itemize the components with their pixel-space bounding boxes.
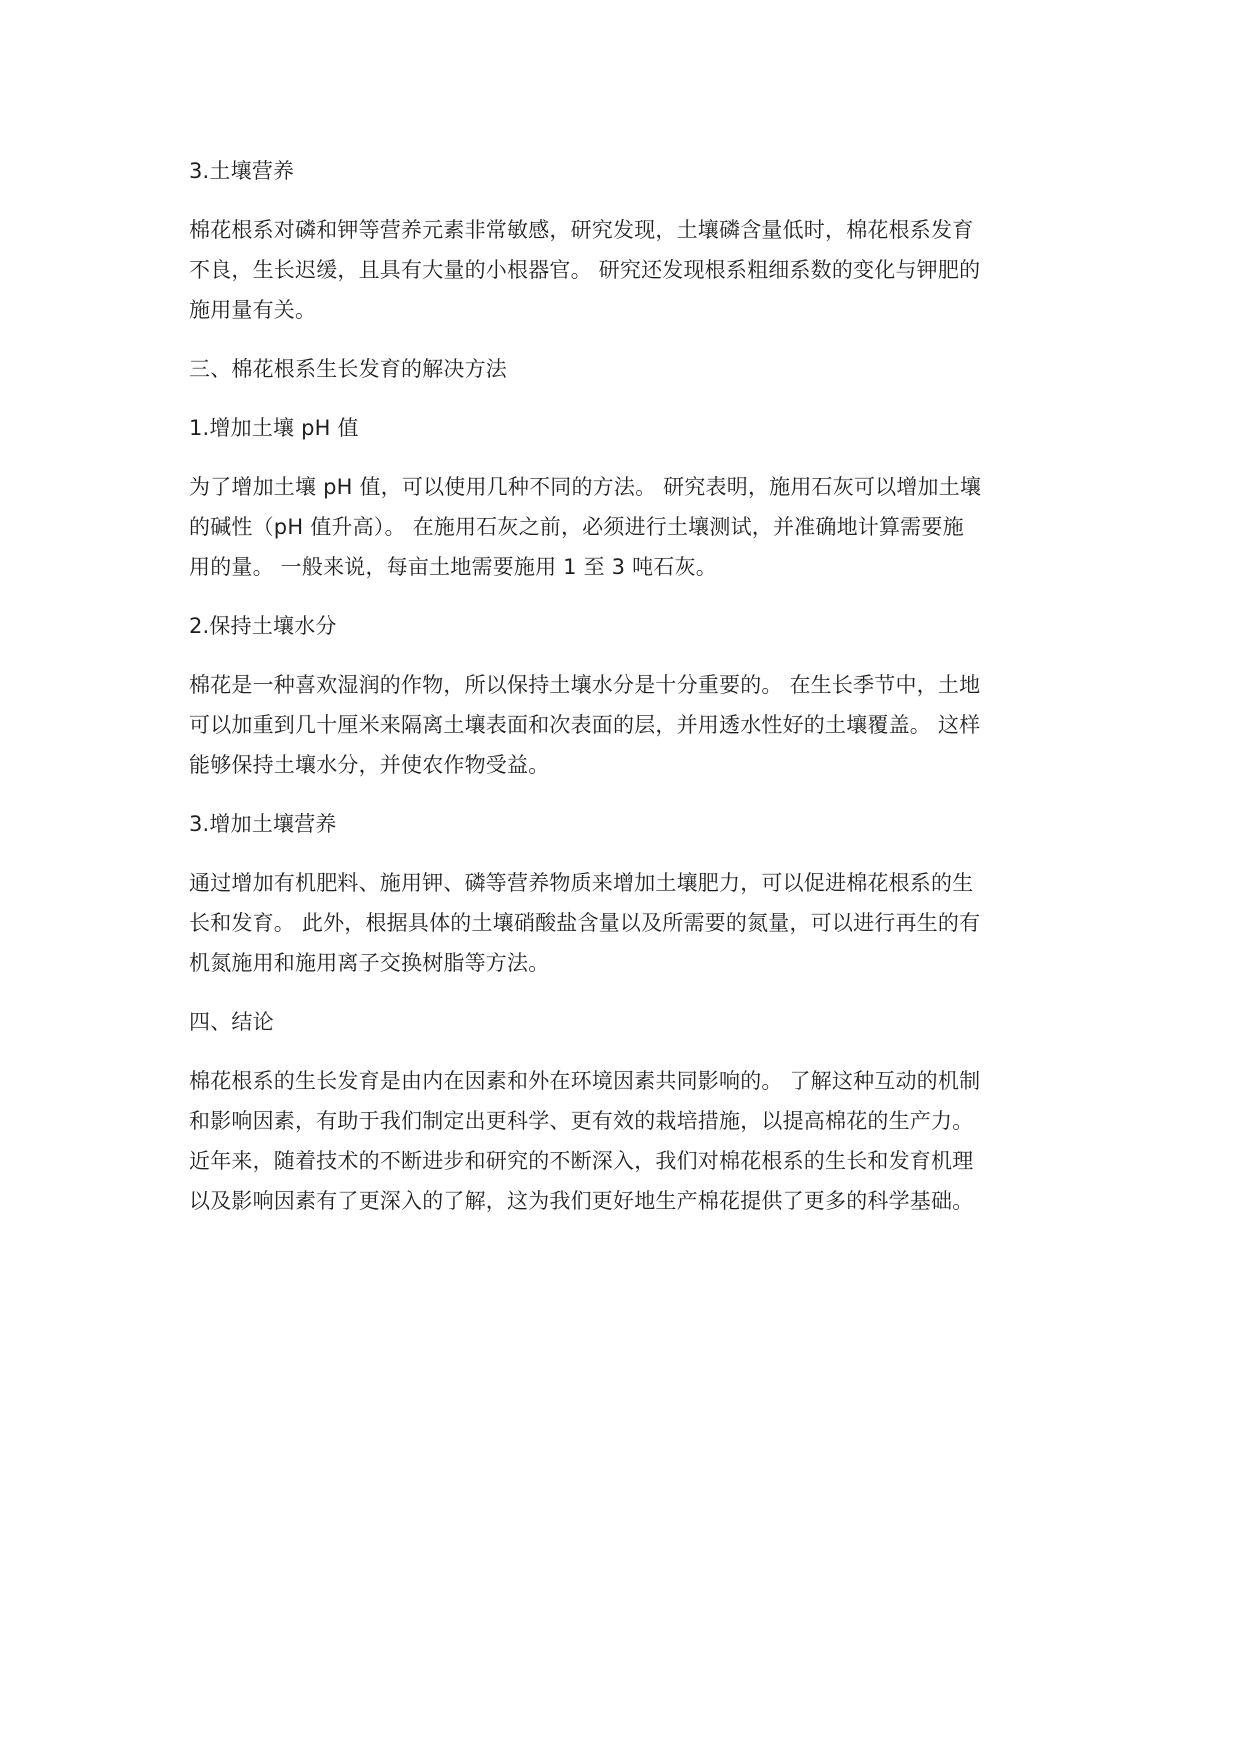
text-line: 机氮施用和施用离子交换树脂等方法。 — [189, 951, 550, 975]
text-line: 可以加重到几十厘米来隔离土壤表面和次表面的层，并用透水性好的土壤覆盖。 这样 — [189, 713, 981, 737]
text-line: 为了增加土壤 pH 值，可以使用几种不同的方法。 研究表明，施用石灰可以增加土壤 — [189, 475, 982, 499]
section-heading-keep-moisture: 2.保持土壤水分 — [189, 614, 337, 638]
text-line: 长和发育。 此外，根据具体的土壤硝酸盐含量以及所需要的氮量，可以进行再生的有 — [189, 911, 981, 935]
paragraph-keep-moisture — [189, 665, 1051, 785]
document-body — [189, 151, 1051, 1240]
text-line: 通过增加有机肥料、施用钾、磷等营养物质来增加土壤肥力，可以促进棉花根系的生 — [189, 871, 974, 895]
text-line: 棉花根系对磷和钾等营养元素非常敏感，研究发现，土壤磷含量低时，棉花根系发育 — [189, 218, 974, 242]
text-line: 棉花是一种喜欢湿润的作物，所以保持土壤水分是十分重要的。 在生长季节中，土地 — [189, 673, 981, 697]
text-line: 以及影响因素有了更深入的了解，这为我们更好地生产棉花提供了更多的科学基础。 — [189, 1189, 974, 1213]
paragraph-increase-ph — [189, 467, 1051, 587]
text-line: 近年来，随着技术的不断进步和研究的不断深入，我们对棉花根系的生长和发育机理 — [189, 1149, 974, 1173]
section-heading-solutions: 三、棉花根系生长发育的解决方法 — [189, 357, 507, 381]
text-line: 棉花根系的生长发育是由内在因素和外在环境因素共同影响的。 了解这种互动的机制 — [189, 1069, 981, 1093]
text-line: 的碱性（pH 值升高）。 在施用石灰之前，必须进行土壤测试，并准确地计算需要施 — [189, 515, 964, 539]
paragraph-soil-nutrition — [189, 210, 1051, 330]
section-heading-conclusion: 四、结论 — [189, 1010, 274, 1034]
text-line: 施用量有关。 — [189, 298, 317, 322]
text-line: 不良，生长迟缓，且具有大量的小根器官。 研究还发现根系粗细系数的变化与钾肥的 — [189, 258, 981, 282]
text-line: 和影响因素，有助于我们制定出更科学、更有效的栽培措施，以提高棉花的生产力。 — [189, 1109, 974, 1133]
section-heading-soil-nutrition: 3.土壤营养 — [189, 159, 295, 183]
text-line: 能够保持土壤水分，并使农作物受益。 — [189, 753, 550, 777]
section-heading-increase-ph: 1.增加土壤 pH 值 — [189, 416, 359, 440]
section-heading-increase-nutrition: 3.增加土壤营养 — [189, 812, 337, 836]
paragraph-conclusion — [189, 1061, 1051, 1221]
text-line: 用的量。 一般来说，每亩土地需要施用 1 至 3 吨石灰。 — [189, 555, 717, 579]
paragraph-increase-nutrition — [189, 863, 1051, 983]
